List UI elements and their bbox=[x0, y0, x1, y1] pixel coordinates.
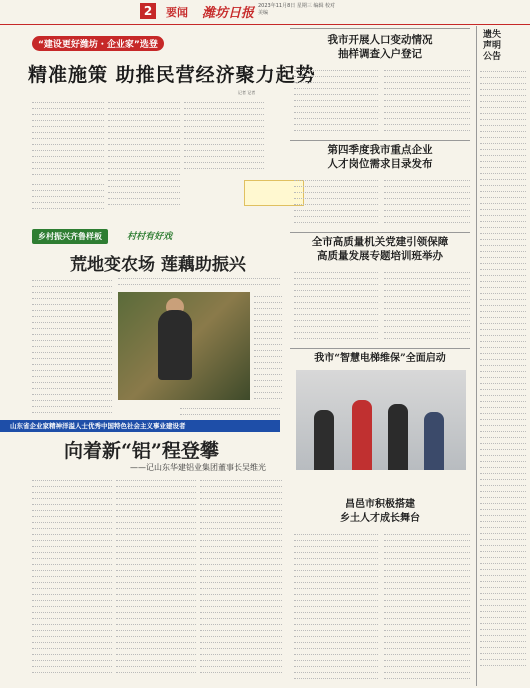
rural-banner bbox=[32, 224, 242, 242]
rural-banner-label: 乡村振兴齐鲁样板 bbox=[32, 229, 108, 244]
right-mid-headline-2: 人才岗位需求目录发布 bbox=[327, 158, 433, 170]
rural-body-col3 bbox=[254, 292, 282, 400]
right-mid-body-col2 bbox=[384, 176, 470, 226]
secondary-headline-2: 乡土人才成长舞台 bbox=[340, 513, 420, 524]
notice-listings bbox=[480, 67, 526, 667]
lotus-farm-photo bbox=[118, 292, 250, 400]
notice-column bbox=[476, 26, 529, 686]
banner-label: “建设更好潍坊・企业家”选登 bbox=[32, 36, 164, 51]
right-lower-headline-2: 高质量发展专题培训班举办 bbox=[317, 250, 443, 262]
honor-banner: 山东省企业家精神洋溢人士优秀中国特色社会主义事业建设者 bbox=[0, 420, 280, 432]
rural-banner-sub: 村村有好戏 bbox=[127, 232, 173, 242]
notice-title-2: 声明 bbox=[483, 41, 502, 51]
dateline: 2023年11月8日 星期三 编辑 校对 美编 bbox=[258, 3, 336, 16]
paper-logo: 潍坊日报 bbox=[202, 6, 255, 21]
secondary-headline-1: 昌邑市积极搭建 bbox=[345, 499, 415, 510]
notice-title-1: 遗失 bbox=[483, 30, 502, 40]
rural-headline: 荒地变农场 莲藕助振兴 bbox=[70, 255, 246, 275]
right-mid-body-col1 bbox=[294, 176, 378, 226]
page-number: 2 bbox=[140, 3, 156, 19]
right-lower-body-col2 bbox=[384, 268, 470, 344]
rural-body-col1 bbox=[32, 276, 112, 416]
right-lower-body-col1 bbox=[294, 268, 378, 344]
divider bbox=[290, 140, 470, 141]
right-mid-headline-1: 第四季度我市重点企业 bbox=[327, 144, 433, 156]
rural-photo-caption bbox=[180, 404, 280, 416]
article-body-col2 bbox=[108, 98, 180, 210]
secondary-body-col2 bbox=[384, 530, 470, 680]
article-body-col1 bbox=[32, 98, 104, 176]
photo-caption bbox=[296, 474, 466, 486]
article-body-col3 bbox=[184, 98, 264, 170]
right-bottom-headline: 我市“智慧电梯维保”全面启动 bbox=[314, 353, 446, 364]
right-top-body-col2 bbox=[384, 66, 470, 136]
secondary-body-col1 bbox=[294, 530, 378, 680]
divider bbox=[290, 232, 470, 233]
divider bbox=[290, 28, 470, 29]
right-top-headline-2: 抽样调查入户登记 bbox=[338, 48, 422, 60]
aluminum-body-col1 bbox=[32, 476, 112, 676]
aluminum-body-col3 bbox=[200, 476, 282, 676]
aluminum-body-col2 bbox=[116, 476, 196, 676]
divider bbox=[290, 348, 470, 349]
rural-body-top bbox=[118, 274, 280, 290]
right-lower-headline-1: 全市高质量机关党建引领保障 bbox=[311, 236, 449, 248]
elevator-photo bbox=[296, 370, 466, 470]
aluminum-subheadline: ——记山东华建铝业集团董事长吴维光 bbox=[130, 463, 266, 472]
top-story-banner bbox=[32, 32, 268, 48]
top-story-headline: 精准施策 助推民营经济聚力起势 bbox=[28, 64, 316, 86]
section-name: 要闻 bbox=[166, 6, 188, 19]
right-top-body-col1 bbox=[294, 66, 378, 136]
top-story-byline: 记者 记者 bbox=[238, 90, 256, 95]
notice-title-3: 公告 bbox=[483, 52, 502, 62]
aluminum-headline: 向着新“铝”程登攀 bbox=[64, 440, 219, 462]
article-body-col1b bbox=[32, 180, 104, 214]
right-top-headline-1: 我市开展人口变动情况 bbox=[327, 34, 433, 46]
